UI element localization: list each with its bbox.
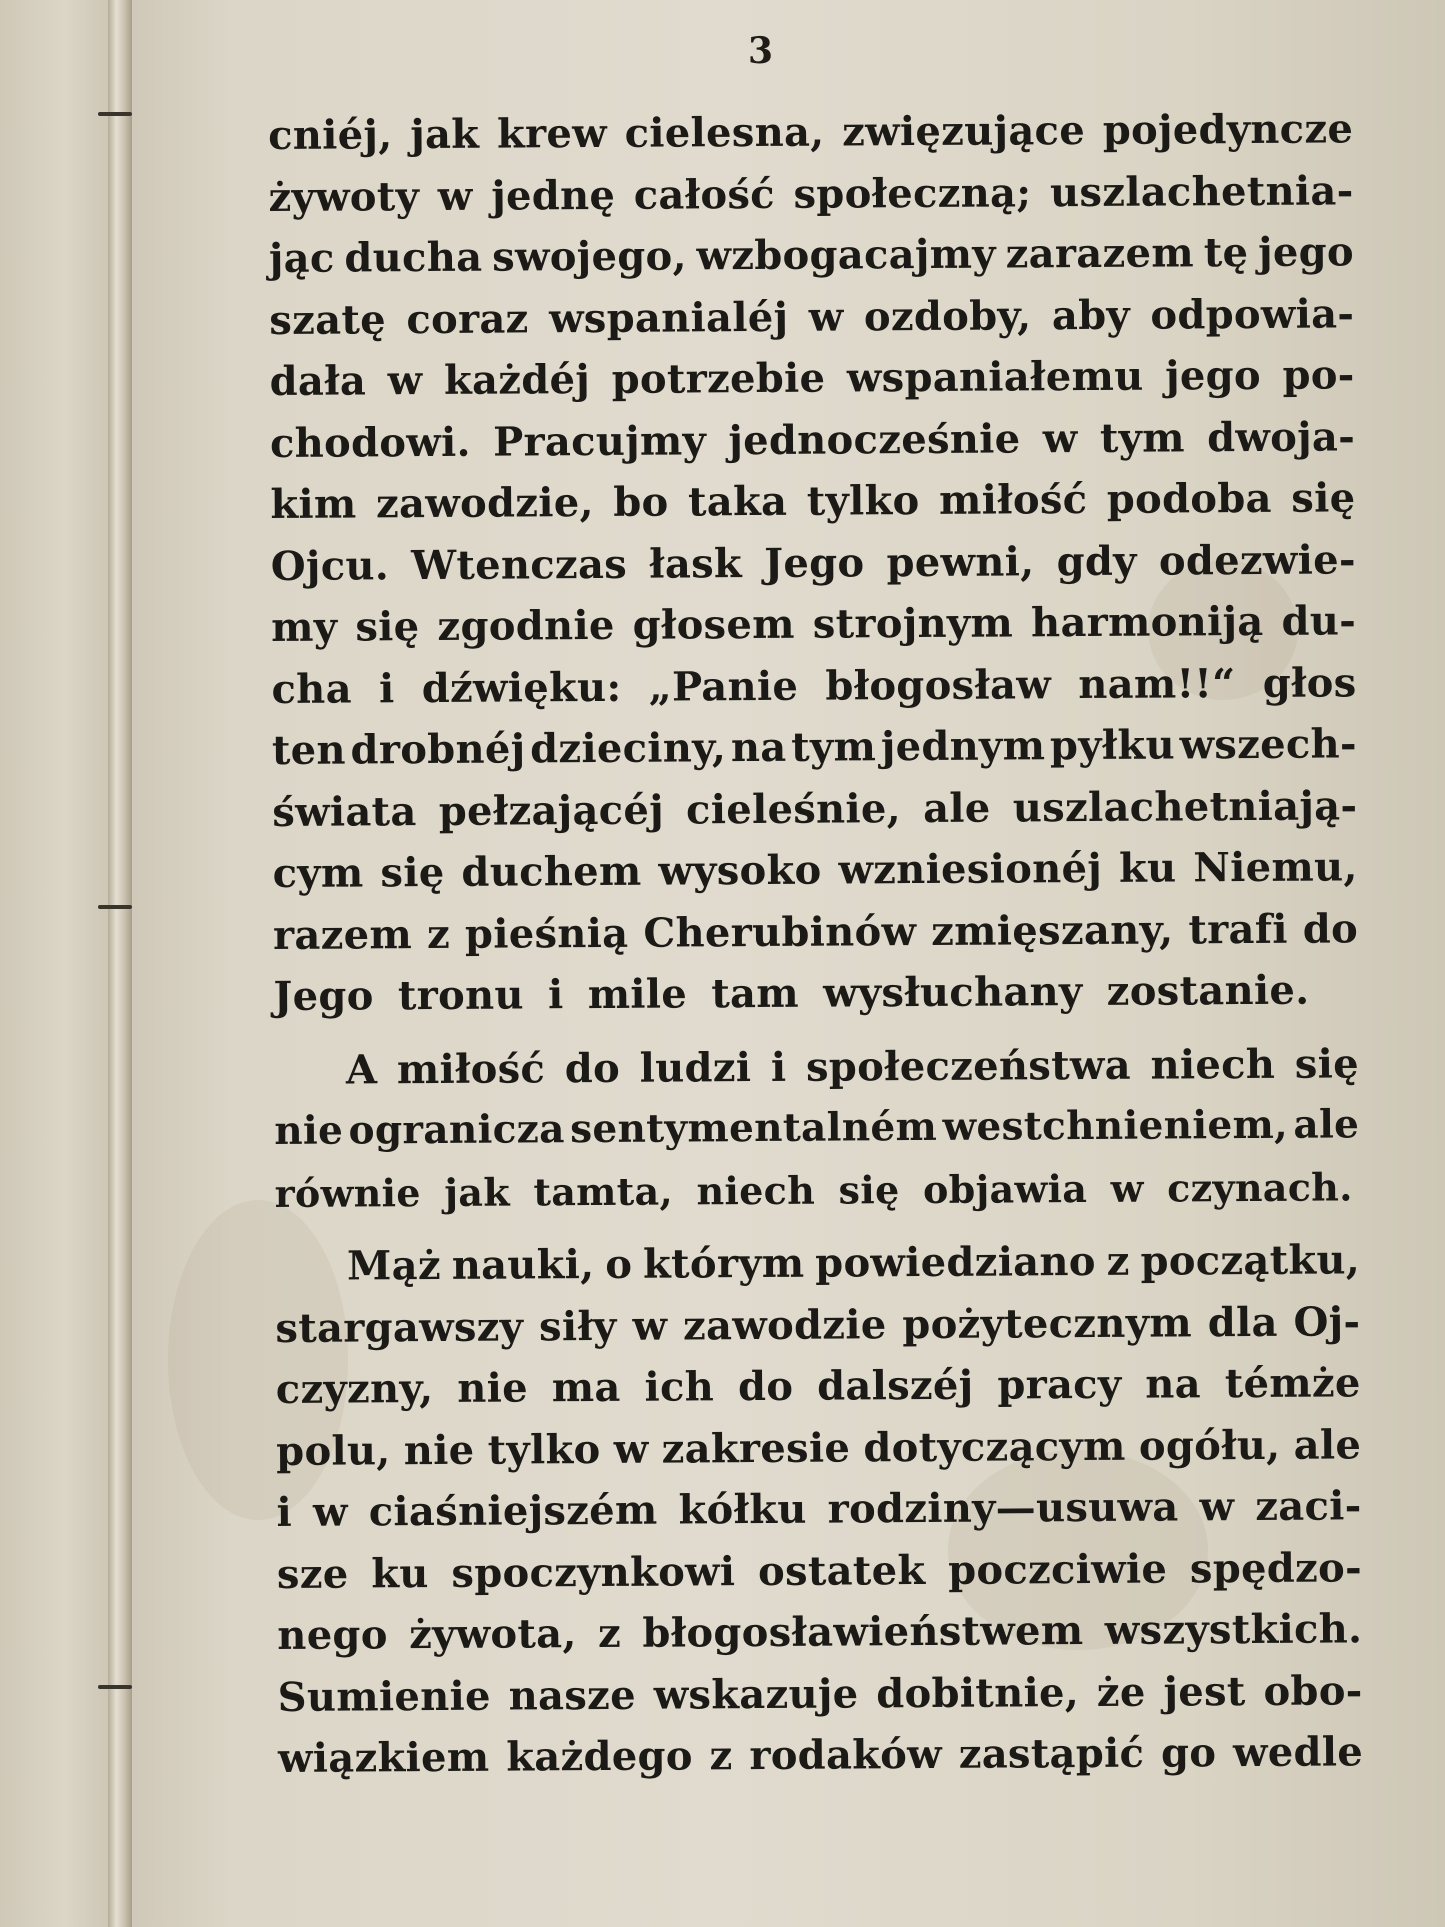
text-line: Jego tronu i mile tam wysłuchany zostanie. <box>273 966 1310 1020</box>
binding-stitch <box>98 112 132 116</box>
text-line: my się zgodnie głosem strojnym harmoniją du- <box>271 597 1357 651</box>
binding-stitch <box>98 905 132 909</box>
text-line: świata pełzającéj cieleśnie, ale uszlachetniają- <box>272 781 1358 836</box>
text-line: polu, nie tylko w zakresie dotyczącym ogółu, ale <box>276 1420 1362 1475</box>
text-line: razem z pieśnią Cherubinów zmięszany, trafi do <box>272 904 1359 959</box>
text-line: nie ogranicza sentymentalném westchnieniem, ale <box>274 1101 1360 1154</box>
page-text <box>268 98 1363 1789</box>
text-line: czyzny, nie ma ich do dalszéj pracy na témże <box>275 1359 1361 1413</box>
paragraph-2 <box>274 1033 1360 1224</box>
text-line: stargawszy siły w zawodzie pożytecznym dla Oj- <box>275 1297 1361 1352</box>
text-line: A miłość do ludzi i społeczeństwa niech się <box>345 1039 1360 1094</box>
text-line: i w ciaśniejszém kółku rodziny—usuwa w zaci- <box>276 1482 1362 1536</box>
text-line: dała w każdéj potrzebie wspaniałemu jego po- <box>269 351 1355 405</box>
text-line: cha i dźwięku: „Panie błogosław nam!!“ głos <box>271 658 1357 713</box>
text-line: kim zawodzie, bo taka tylko miłość podoba się <box>270 474 1356 528</box>
paragraph-3 <box>275 1229 1363 1789</box>
text-line: cniéj, jak krew cielesna, zwięzujące pojedyncze <box>268 105 1354 159</box>
paragraph-1 <box>268 98 1359 1027</box>
page-number: 3 <box>748 30 774 72</box>
text-line: chodowi. Pracujmy jednocześnie w tym dwoja- <box>269 412 1356 467</box>
text-line: żywoty w jednę całość społeczną; uszlachetnia- <box>268 166 1354 221</box>
text-line: sze ku spoczynkowi ostatek poczciwie spędzo- <box>276 1543 1363 1598</box>
text-line: cym się duchem wysoko wzniesionéj ku Niemu, <box>272 843 1358 897</box>
text-line: jąc ducha swojego, wzbogacajmy zarazem tę jego <box>268 228 1355 282</box>
binding-stitch <box>98 1685 132 1689</box>
left-page-edge <box>0 0 118 1927</box>
text-line: Ojcu. Wtenczas łask Jego pewni, gdy odezwie- <box>270 535 1356 590</box>
text-line: równie jak tamta, niech się objawia w czynach. <box>274 1163 1353 1216</box>
book-gutter <box>108 0 132 1927</box>
text-line: wiązkiem każdego z rodaków zastąpić go wedle <box>277 1728 1364 1782</box>
text-line: Mąż nauki, o którym powiedziano z początku, <box>346 1236 1361 1290</box>
text-line: Sumienie nasze wskazuje dobitnie, że jest obo- <box>277 1666 1363 1721</box>
text-line: nego żywota, z błogosławieństwem wszystkich. <box>277 1605 1363 1659</box>
text-line: szatę coraz wspanialéj w ozdoby, aby odpowia- <box>269 289 1355 344</box>
text-line: ten drobnéj dzieciny, na tym jednym pyłku wszech- <box>271 720 1358 774</box>
